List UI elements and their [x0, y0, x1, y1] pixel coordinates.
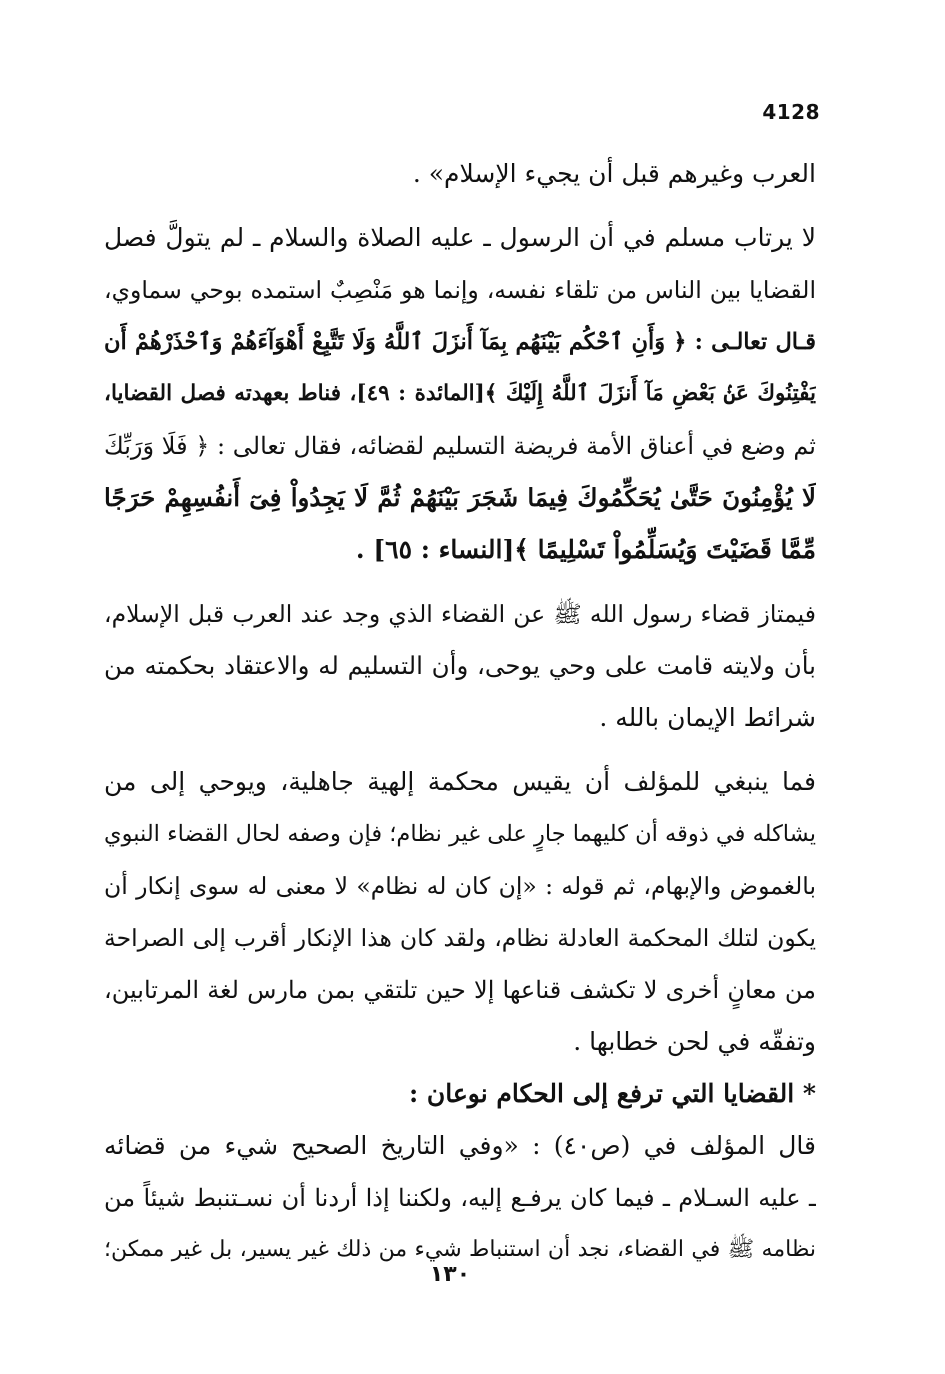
text-line: قال المؤلف في (ص٤٠) : «وفي التاريخ الصحيح شيء من قضائه	[104, 1131, 816, 1160]
text-line: يكون لتلك المحكمة العادلة نظام، ولقد كان هذا الإنكار أقرب إلى الصراحة	[104, 924, 816, 952]
top-page-number: 4128	[762, 100, 820, 124]
text-line: يشاكله في ذوقه أن كليهما جارٍ على غير نظام؛ فإن وصفه لحال القضاء النبوي	[104, 821, 816, 847]
quran-verse-line: مِّمَّا قَضَيْتَ وَيُسَلِّمُواْ تَسْلِيمًا ﴾[النساء : ٦٥] .	[355, 535, 816, 564]
text-line: وتفقّه في لحن خطابها .	[573, 1027, 816, 1056]
section-heading: * القضايا التي ترفع إلى الحكام نوعان :	[408, 1079, 816, 1108]
text-line: من معانٍ أخرى لا تكشف قناعها إلا حين تلتقي بمن مارس لغة المرتابين،	[104, 976, 816, 1004]
page-body	[104, 148, 816, 1276]
text-line: بأن ولايته قامت على وحي يوحى، وأن التسليم له والاعتقاد بحكمته من	[104, 651, 816, 680]
bottom-page-number: ١٣٠	[429, 1262, 471, 1287]
text-line: العرب وغيرهم قبل أن يجيء الإسلام» .	[412, 159, 816, 188]
text-line: ثم وضع في أعناق الأمة فريضة التسليم لقضائه، فقال تعالى : ﴿ فَلَا وَرَبِّكَ	[104, 432, 816, 460]
text-line: لا يرتاب مسلم في أن الرسول ـ عليه الصلاة والسلام ـ لم يتولَّ فصل	[104, 223, 816, 252]
text-line: ـ عليه السـلام ـ فيما كان يرفـع إليه، ولكننا إذا أردنا أن نسـتنبط شيئاً من	[104, 1184, 816, 1212]
text-line: فما ينبغي للمؤلف أن يقيس محكمة إلهية جاهلية، ويوحي إلى من	[104, 767, 816, 796]
quran-verse-line: لَا يُؤْمِنُونَ حَتَّىٰ يُحَكِّمُوكَ فِيمَا شَجَرَ بَيْنَهُمْ ثُمَّ لَا يَجِدُواْ فِىٓ أَنفُسِهِمْ حَرَجًا	[104, 483, 816, 512]
text-line: شرائط الإيمان بالله .	[599, 703, 816, 732]
quran-verse-line: يَفْتِنُوكَ عَنۢ بَعْضِ مَآ أَنزَلَ ٱللَّهُ إِلَيْكَ ﴾[المائدة : ٤٩]، فناط بعهدته فصل القضايا،	[104, 381, 816, 406]
text-line: فيمتاز قضاء رسول الله ﷺ عن القضاء الذي وجد عند العرب قبل الإسلام،	[104, 600, 816, 628]
text-line: القضايا بين الناس من تلقاء نفسه، وإنما هو مَنْصِبٌ استمده بوحي سماوي،	[104, 276, 816, 304]
text-line: نظامه ﷺ في القضاء، نجد أن استنباط شيء من ذلك غير يسير، بل غير ممكن؛	[104, 1237, 816, 1262]
quran-verse-line: قـال تعالـى : ﴿ وَأَنِ ٱحْكُم بَيْنَهُم بِمَآ أَنزَلَ ٱللَّهُ وَلَا تَتَّبِعْ أَهْوَآءَهُمْ وَٱحْذَرْهُمْ أَن	[104, 329, 816, 355]
text-line: بالغموض والإبهام، ثم قوله : «إن كان له نظام» لا معنى له سوى إنكار أن	[104, 872, 816, 900]
